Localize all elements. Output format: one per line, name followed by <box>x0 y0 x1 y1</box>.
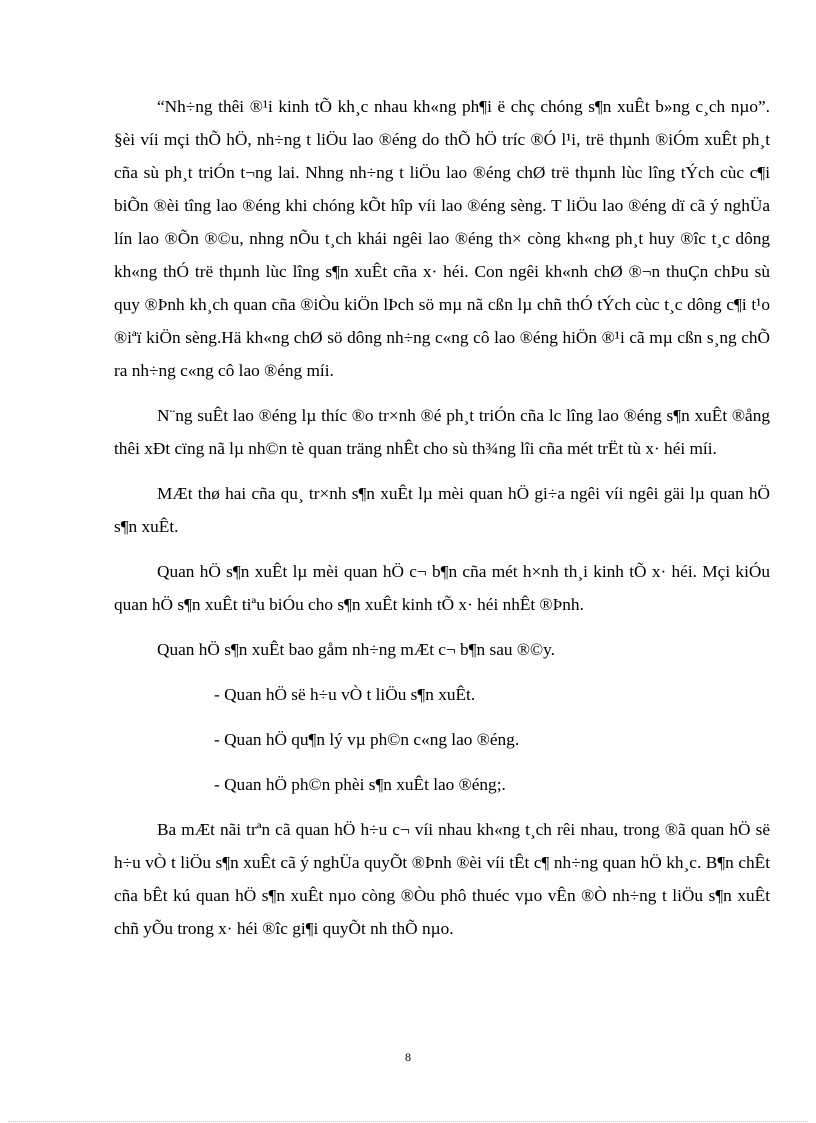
list-item-2: - Quan hÖ qu¶n lý vµ ph©n c«ng lao ®éng. <box>214 730 520 749</box>
list-item-1: - Quan hÖ së h÷u vÒ t liÖu s¶n xuÊt. <box>214 685 476 704</box>
paragraph-3: MÆt thø hai cña qu¸ tr×nh s¶n xuÊt lµ mèi quan hÖ gi÷a ngêi víi ngêi gäi lµ quan hÖ s¶n xuÊt. <box>114 484 770 536</box>
page-number: 8 <box>405 1050 411 1064</box>
paragraph-2: N¨ng suÊt lao ®éng lµ thíc ®o tr×nh ®é ph¸t triÓn cña lc lîng lao ®éng s¶n xuÊt ®ång thêi xÐt cïng nã lµ nh©n tè quan träng nhÊt cho sù th¾ng lîi cña mét trËt tù x· héi míi. <box>114 406 770 458</box>
list-item-3: - Quan hÖ ph©n phèi s¶n xuÊt lao ®éng;. <box>214 775 506 794</box>
closing-paragraph: Ba mÆt nãi trªn cã quan hÖ h÷u c¬ víi nhau kh«ng t¸ch rêi nhau, trong ®ã quan hÖ së h÷u vÒ t liÖu s¶n xuÊt cã ý nghÜa quyÕt ®Þnh ®èi víi tÊt c¶ nh÷ng quan hÖ kh¸c. B¶n chÊt cña bÊt kú quan hÖ s¶n xuÊt nµo còng ®Òu phô thuéc vµo vÊn ®Ò nh÷ng t liÖu s¶n xuÊt chñ yÕu trong x· héi ®îc gi¶i quyÕt nh thÕ nµo. <box>114 820 770 938</box>
body-text <box>114 90 770 945</box>
paragraph-5: Quan hÖ s¶n xuÊt bao gåm nh÷ng mÆt c¬ b¶n sau ®©y. <box>157 640 555 659</box>
paragraph-1: “Nh÷ng thêi ®¹i kinh tÕ kh¸c nhau kh«ng ph¶i ë chç chóng s¶n xuÊt b»ng c¸ch nµo”. §èi víi mçi thÕ hÖ, nh÷ng t liÖu lao ®éng do thÕ hÖ tríc ®Ó l¹i, trë thµnh ®iÓm xuÊt ph¸t cña sù ph¸t triÓn t¬ng lai. Nhng nh÷ng t liÖu lao ®éng chØ trë thµnh lùc lîng tÝch cùc c¶i biÕn ®èi tîng lao ®éng khi chóng kÕt hîp víi lao ®éng sèng. T liÖu lao ®éng dï cã ý nghÜa lín lao ®Õn ®©u, nhng nÕu t¸ch khái ngêi lao ®éng th× còng kh«ng ph¸t huy ®îc t¸c dông kh«ng thÓ trë thµnh lùc lîng s¶n xuÊt cña x· héi. Con ngêi kh«nh chØ ®¬n thuÇn chÞu sù quy ®Þnh kh¸ch quan cña ®iÒu kiÖn lÞch sö mµ nã cßn lµ chñ thÓ tÝch cùc t¸c dông c¶i t¹o ®iªï kiÖn sèng.Hä kh«ng chØ sö dông nh÷ng c«ng cô lao ®éng hiÖn ®¹i cã mµ cßn s¸ng chÕ ra nh÷ng c«ng cô lao ®éng míi. <box>114 97 770 380</box>
paragraph-4: Quan hÖ s¶n xuÊt lµ mèi quan hÖ c¬ b¶n cña mét h×nh th¸i kinh tÕ x· héi. Mçi kiÓu quan hÖ s¶n xuÊt tiªu biÓu cho s¶n xuÊt kinh tÕ x· héi nhÊt ®Þnh. <box>114 562 770 614</box>
page-bottom-divider <box>8 1121 808 1122</box>
